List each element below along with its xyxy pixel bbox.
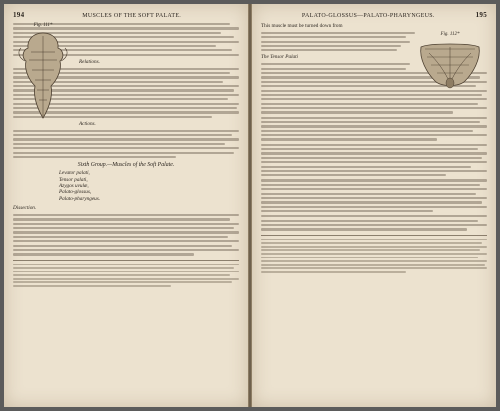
actions-lead: Actions. — [79, 120, 96, 127]
placeholder-palato-glossus-paragraph — [261, 179, 487, 212]
soft-palate-muscle-list — [13, 170, 239, 202]
opening-paragraph — [261, 23, 487, 30]
left-page — [4, 4, 248, 407]
figure-112-caption: Fig. 112* — [440, 31, 460, 37]
placeholder-azygos-paragraph — [261, 144, 487, 177]
muscle-list-item: Tensor palati, — [59, 176, 88, 183]
placeholder-actions-paragraph — [13, 130, 239, 158]
placeholder-dissection-paragraph — [13, 214, 239, 256]
footnote-rule — [13, 260, 239, 261]
left-page-content — [13, 11, 239, 401]
footnote-rule — [261, 235, 487, 236]
figure-112 — [413, 32, 487, 93]
right-running-title: PALATO-GLOSSUS—PALATO-PHARYNGEUS. — [301, 13, 435, 19]
sixth-group-heading: Sixth Group.—Muscles of the Soft Palate. — [77, 162, 175, 169]
left-page-number: 194 — [13, 11, 25, 19]
placeholder-right-footnotes — [261, 239, 487, 273]
placeholder-tensor-relations-paragraph — [261, 117, 487, 141]
placeholder-palato-pharyngeus-paragraph — [261, 215, 487, 230]
muscle-list-item: Azygos uvulæ, — [59, 182, 89, 189]
placeholder-left-footnotes — [13, 264, 239, 287]
muscle-list-item: Palato-pharyngeus. — [59, 195, 101, 202]
opening-text: This muscle must be turned down from — [261, 23, 343, 29]
relations-lead: Relations. — [79, 58, 100, 65]
right-page-content — [261, 11, 487, 401]
muscle-list-item: Levator palati, — [59, 170, 90, 177]
tensor-lead: The Tensor Palati — [261, 54, 298, 61]
right-running-head — [261, 11, 487, 19]
figure-111 — [13, 23, 73, 122]
left-running-title: MUSCLES OF THE SOFT PALATE. — [82, 13, 182, 19]
dissection-lead: Dissection. — [13, 205, 37, 212]
muscle-list-item: Palato-glossus, — [59, 189, 92, 196]
soft-palate-muscles-engraving-icon — [415, 39, 485, 93]
right-page — [252, 4, 496, 407]
figure-111-caption: Fig. 111* — [33, 23, 53, 28]
right-page-number: 195 — [475, 11, 487, 19]
left-running-head — [13, 11, 239, 19]
pharynx-muscles-engraving-icon — [15, 30, 71, 122]
dissection-heading-paragraph — [13, 205, 239, 212]
